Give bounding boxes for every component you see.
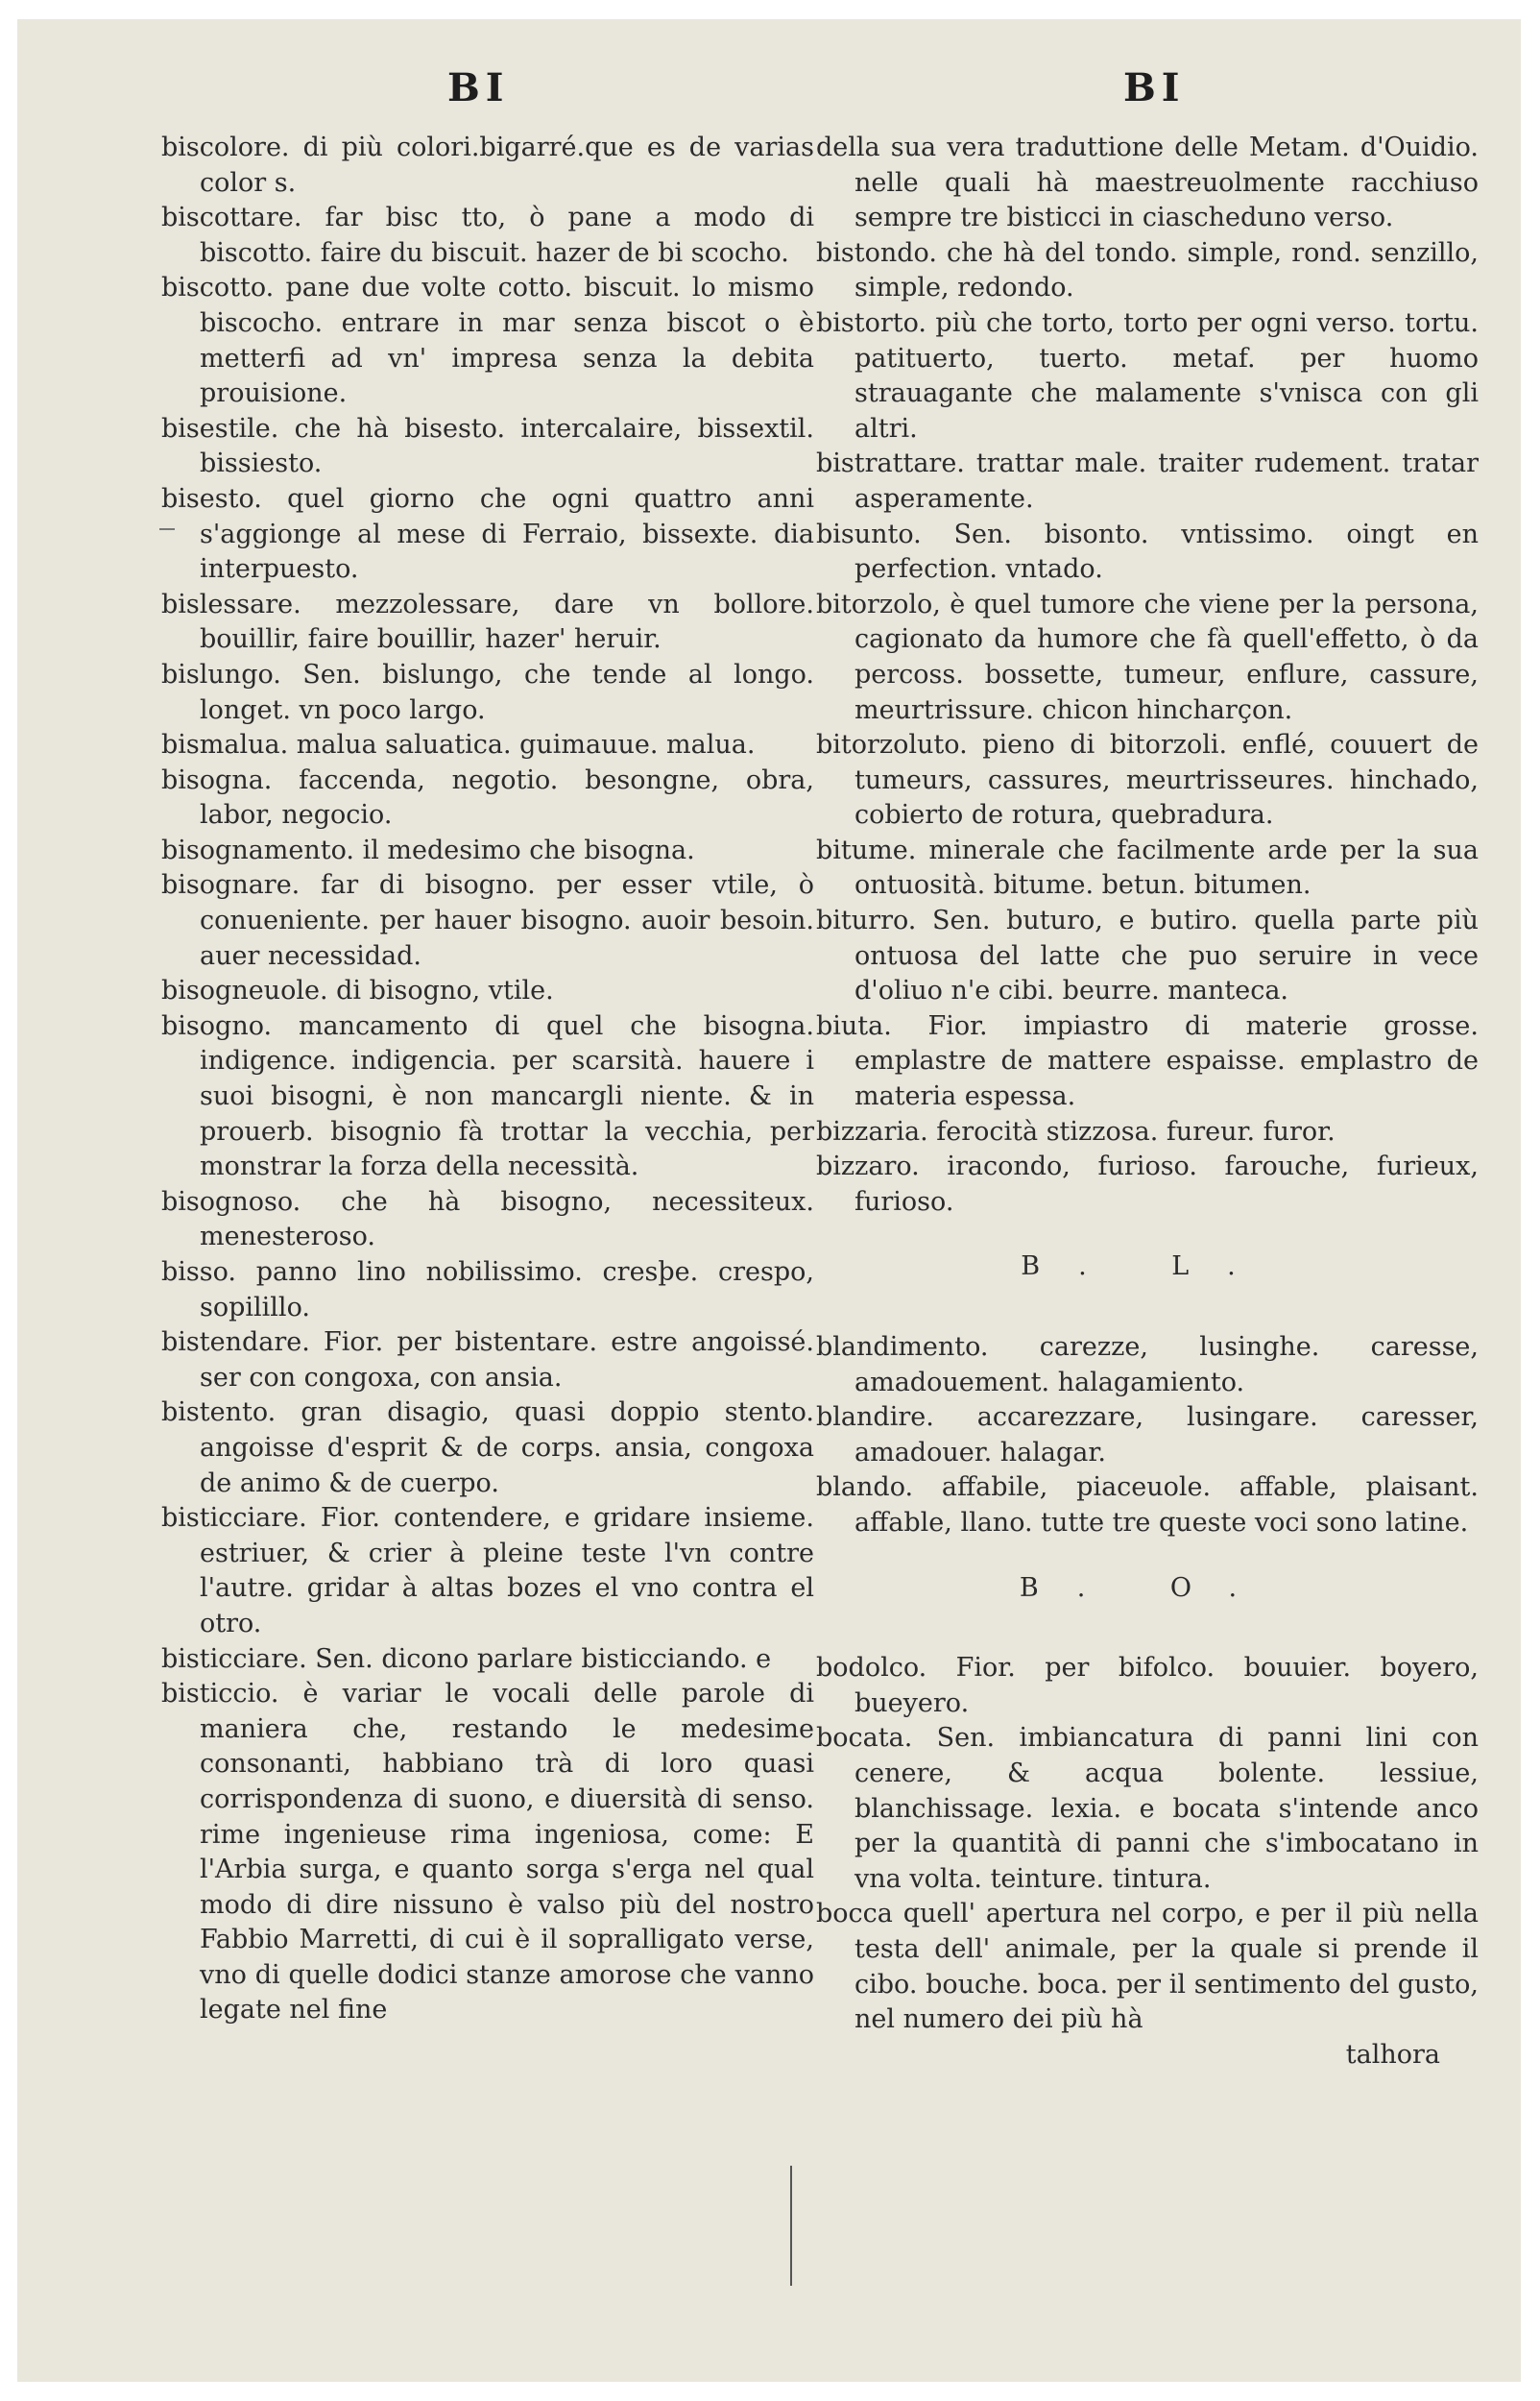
column-rule	[790, 2166, 792, 2286]
dictionary-entry: bitorzoluto. pieno di bitorzoli. enflé, couuert de tumeurs, cassures, meurtrisseures. hinchado, cobierto de rotura, quebradura.	[816, 730, 1479, 831]
dictionary-entry: bisognamento. il medesimo che bisogna.	[161, 835, 695, 865]
dictionary-entry: bisognare. far di bisogno. per esser vtile, ò conueniente. per hauer bisogno. auoir besoin. auer necessidad.	[161, 870, 814, 971]
entries-bi	[816, 131, 1479, 1220]
dictionary-entry: bistondo. che hà del tondo. simple, rond. senzillo, simple, redondo.	[816, 237, 1479, 303]
dictionary-entry: bisestile. che hà bisesto. intercalaire, bissextil. bissiesto.	[161, 413, 814, 479]
dictionary-entry: bizzaria. ferocità stizzosa. fureur. furor.	[816, 1116, 1335, 1147]
dictionary-entry: bistorto. più che torto, torto per ogni verso. tortu. patituerto, tuerto. metaf. per huomo strauagante che malamente s'vnisca con gli altri.	[816, 307, 1479, 444]
dictionary-entry: bisunto. Sen. bisonto. vntissimo. oingt en perfection. vntado.	[816, 519, 1479, 585]
dictionary-entry: bisticcio. è variar le vocali delle parole di maniera che, restando le medesime consonanti, habbiano trà di loro quasi corrispondenza di suono, e diuersità di senso. rime ingenieuse rima ingeniosa, come: E l'Arbia surga, e quanto sorga s'erga nel qual modo di dire nissuno è valso più del nostro Fabbio Marretti, di cui è il sopralligato verse, vno di quelle dodici stanze amorose che vanno legate nel fine	[161, 1679, 814, 2025]
dictionary-entry: bismalua. malua saluatica. guimauue. malua.	[161, 730, 756, 761]
dictionary-entry: biscotto. pane due volte cotto. biscuit. lo mismo biscocho. entrare in mar senza biscot o è metterfi ad vn' impresa senza la debita prouisione.	[161, 273, 814, 409]
dictionary-entry: biturro. Sen. buturo, e butiro. quella parte più ontuosa del latte che puo seruire in vece d'oliuo n'e cibi. beurre. manteca.	[816, 906, 1479, 1006]
section-heading-bl: B. L.	[1021, 1251, 1274, 1282]
dictionary-entry: bislungo. Sen. bislungo, che tende al longo. longet. vn poco largo.	[161, 659, 814, 725]
dictionary-entry: della sua vera traduttione delle Metam. d'Ouidio. nelle quali hà maestreuolmente racchiuso sempre tre bisticci in ciascheduno verso.	[816, 133, 1479, 233]
dictionary-entry: bisogneuole. di bisogno, vtile.	[161, 976, 554, 1006]
dictionary-entry: bisso. panno lino nobilissimo. cresþe. crespo, sopilillo.	[161, 1257, 814, 1322]
dictionary-entry: bisticciare. Fior. contendere, e gridare insieme. estriuer, & crier à pleine teste l'vn contre l'autre. gridar à altas bozes el vno contra el otro.	[161, 1503, 814, 1638]
dictionary-entry: bocca quell' apertura nel corpo, e per il più nella testa dell' animale, per la quale si prende il cibo. bouche. boca. per il sentimento del gusto, nel numero dei più hà	[816, 1899, 1479, 2035]
dictionary-entry: blandimento. carezze, lusinghe. caresse, amadouement. halagamiento.	[816, 1332, 1479, 1397]
dictionary-entry: bitume. minerale che facilmente arde per la sua ontuosità. bitume. betun. bitumen.	[816, 835, 1479, 901]
entries-bo	[816, 1651, 1479, 2038]
left-entries	[161, 131, 814, 2028]
dictionary-page	[17, 19, 1521, 2382]
dictionary-entry: bocata. Sen. imbiancatura di panni lini con cenere, & acqua bolente. lessiue, blanchissage. lexia. e bocata s'intende anco per la quantità di panni che s'imbocatano in vna volta. teinture. tintura.	[816, 1723, 1479, 1894]
right-running-head: BI	[1123, 65, 1186, 110]
dictionary-entry: bistento. gran disagio, quasi doppio stento. angoisse d'esprit & de corps. ansia, congoxa de animo & de cuerpo.	[161, 1397, 814, 1498]
dictionary-entry: blando. affabile, piaceuole. affable, plaisant. affable, llano. tutte tre queste voci sono latine.	[816, 1472, 1479, 1538]
dictionary-entry: bisticciare. Sen. dicono parlare bisticciando. e	[161, 1643, 772, 1674]
catchword: talhora	[1345, 2039, 1440, 2070]
dictionary-entry: biuta. Fior. impiastro di materie grosse. emplastre de mattere espaisse. emplastro de materia espessa.	[816, 1010, 1479, 1112]
dictionary-entry: blandire. accarezzare, lusingare. caresser, amadouer. halagar.	[816, 1402, 1479, 1467]
dictionary-entry: bisogno. mancamento di quel che bisogna. indigence. indigencia. per scarsità. hauere i suoi bisogni, è non mancargli niente. & in prouerb. bisognio fà trottar la vecchia, per monstrar la forza della necessità.	[161, 1010, 814, 1182]
dictionary-entry: bodolco. Fior. per bifolco. bouuier. boyero, bueyero.	[816, 1653, 1479, 1718]
dictionary-entry: bizzaro. iracondo, furioso. farouche, furieux, furioso.	[816, 1152, 1479, 1217]
dictionary-entry: bistrattare. trattar male. traiter rudement. tratar asperamente.	[816, 449, 1479, 514]
dictionary-entry: bislessare. mezzolessare, dare vn bollore. bouillir, faire bouillir, hazer' heruir.	[161, 589, 814, 655]
dictionary-entry: bitorzolo, è quel tumore che viene per la persona, cagionato da humore che fà quell'effetto, ò da percoss. bossette, tumeur, enflure, cassure, meurtrissure. chicon hincharçon.	[816, 589, 1479, 725]
dictionary-entry: biscottare. far bisc tto, ò pane a modo di biscotto. faire du biscuit. hazer de bi scocho.	[161, 203, 814, 268]
right-entries	[816, 131, 1479, 2073]
dictionary-entry: bisogna. faccenda, negotio. besongne, obra, labor, negocio.	[161, 764, 814, 831]
section-heading-bo: B. O.	[1019, 1572, 1276, 1603]
left-running-head: BI	[447, 65, 510, 110]
dictionary-entry: bisesto. quel giorno che ogni quattro anni s'aggionge al mese di Ferraio, bissexte. dia interpuesto.	[161, 483, 814, 585]
dictionary-entry: bisognoso. che hà bisogno, necessiteux. menesteroso.	[161, 1186, 814, 1252]
dictionary-entry: biscolore. di più colori.bigarré.que es de varias color s.	[161, 133, 814, 198]
dictionary-entry: bistendare. Fior. per bistentare. estre angoissé. ser con congoxa, con ansia.	[161, 1327, 814, 1393]
entries-bl	[816, 1330, 1479, 1541]
